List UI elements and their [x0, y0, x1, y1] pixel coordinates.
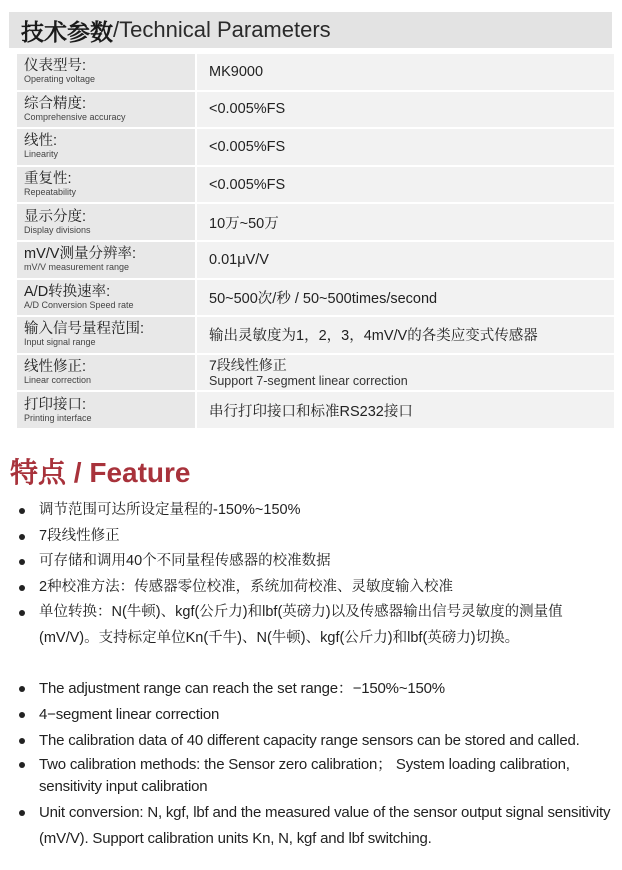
param-row: [17, 92, 614, 130]
bullet-icon: [19, 585, 25, 591]
feature-item-text: The calibration data of 40 different capacity range sensors can be stored and called.: [39, 732, 580, 749]
feature-item: [15, 754, 615, 798]
param-row: [17, 280, 614, 318]
bullet-icon: [19, 712, 25, 718]
param-label-en: Repeatability: [24, 187, 77, 198]
param-label-cell: [17, 92, 197, 130]
param-label-en: Operating voltage: [24, 74, 96, 85]
param-label-zh: mV/V测量分辨率:: [24, 246, 136, 263]
param-label-cell: [17, 392, 197, 430]
param-label-zh: 重复性:: [24, 171, 72, 188]
feature-item: [15, 702, 615, 728]
feature-item-text: 单位转换：N(牛顿)、kgf(公斤力)和lbf(英磅力)以及传感器输出信号灵敏度的测量值(mV/V)。支持标定单位Kn(千牛)、N(牛顿)、kgf(公斤力)和lbf(英磅力)切换。: [39, 604, 563, 646]
feature-item: [15, 549, 615, 575]
param-label-en: Input signal range: [24, 337, 96, 348]
param-value: 50~500次/秒 / 50~500times/second: [209, 290, 438, 307]
param-label-zh: A/D转换速率:: [24, 283, 111, 300]
param-row: [17, 317, 614, 355]
param-label-zh: 线性:: [24, 133, 58, 150]
param-label-cell: [17, 129, 197, 167]
feature-item-text: Unit conversion: N, kgf, lbf and the measured value of the sensor output signal sensitivity (mV/V). Support calibration units Kn, N, kgf and lbf switching.: [39, 804, 611, 847]
param-value-cell: [197, 317, 614, 355]
param-row: [17, 129, 614, 167]
param-label-cell: [17, 242, 197, 280]
bullet-icon: [19, 810, 25, 816]
param-value: <0.005%FS: [209, 101, 286, 118]
feature-item-text: 7段线性修正: [39, 527, 120, 544]
param-value-cell: [197, 280, 614, 318]
param-value: <0.005%FS: [209, 176, 286, 193]
param-value-cell: [197, 92, 614, 130]
param-value-cell: [197, 129, 614, 167]
feature-item-text: 4−segment linear correction: [39, 706, 220, 723]
param-value: 输出灵敏度为1，2，3，4mV/V的各类应变式传感器: [209, 328, 538, 345]
bullet-icon: [19, 610, 25, 616]
param-value-cell: [197, 204, 614, 242]
param-label-zh: 仪表型号:: [24, 58, 87, 75]
bullet-icon: [19, 559, 25, 565]
param-label-en: Linear correction: [24, 375, 92, 386]
feature-list-en: [15, 676, 615, 852]
feature-item: [15, 728, 615, 754]
param-label-zh: 综合精度:: [24, 95, 87, 112]
parameters-table: [17, 54, 614, 430]
param-label-zh: 显示分度:: [24, 208, 87, 225]
feature-item: [15, 524, 615, 550]
param-label-en: A/D Conversion Speed rate: [24, 299, 134, 310]
param-value-cell: [197, 355, 614, 393]
param-label-zh: 打印接口:: [24, 396, 87, 413]
feature-item-text: 调节范围可达所设定量程的-150%~150%: [39, 502, 301, 518]
param-value: 10万~50万: [209, 215, 279, 232]
param-row: [17, 54, 614, 92]
title-zh: 技术参数: [21, 18, 113, 45]
param-value-cell: [197, 242, 614, 280]
feature-item-text: 2种校准方法：传感器零位校准，系统加荷校准、灵敏度输入校准: [39, 578, 454, 595]
param-row: [17, 355, 614, 393]
param-label-cell: [17, 167, 197, 205]
param-value: 7段线性修正: [209, 356, 287, 373]
param-value: 0.01μV/V: [209, 251, 269, 268]
feature-item: [15, 800, 615, 852]
bullet-icon: [19, 762, 25, 768]
param-value-cell: [197, 167, 614, 205]
bullet-icon: [19, 686, 25, 692]
param-label-cell: [17, 280, 197, 318]
param-label-en: Printing interface: [24, 412, 92, 423]
param-label-en: Comprehensive accuracy: [24, 111, 126, 122]
feature-heading: 特点 / Feature: [10, 457, 191, 488]
feature-item-text: Two calibration methods: the Sensor zero calibration； System loading calibration, sensitivity input calibration: [39, 756, 570, 795]
param-label-cell: [17, 204, 197, 242]
param-row: [17, 204, 614, 242]
feature-item: [15, 498, 615, 524]
param-value-secondary: Support 7-segment linear correction: [209, 373, 408, 388]
param-label-cell: [17, 355, 197, 393]
bullet-icon: [19, 738, 25, 744]
feature-item: [15, 676, 615, 702]
feature-item-text: 可存储和调用40个不同量程传感器的校准数据: [39, 553, 331, 569]
bullet-icon: [19, 534, 25, 540]
title-en: Technical Parameters: [119, 17, 331, 42]
param-value: <0.005%FS: [209, 138, 286, 155]
param-label-en: Display divisions: [24, 224, 91, 235]
param-value-cell: [197, 392, 614, 430]
param-label-cell: [17, 317, 197, 355]
param-label-en: Linearity: [24, 149, 59, 160]
feature-item-text: The adjustment range can reach the set range：−150%~150%: [39, 680, 445, 697]
feature-item: [15, 600, 615, 651]
param-row: [17, 242, 614, 280]
param-label-zh: 线性修正:: [24, 359, 87, 376]
param-value-cell: [197, 54, 614, 92]
param-label-cell: [17, 54, 197, 92]
param-row: [17, 167, 614, 205]
technical-parameters-title: [9, 12, 612, 48]
feature-list-zh: [15, 498, 615, 651]
param-row: [17, 392, 614, 430]
feature-item: [15, 575, 615, 601]
param-value: 串行打印接口和标准RS232接口: [209, 403, 413, 420]
param-value: MK9000: [209, 63, 264, 80]
title-separator: /: [113, 17, 120, 42]
bullet-icon: [19, 508, 25, 514]
param-label-zh: 输入信号量程范围:: [24, 321, 145, 338]
param-label-en: mV/V measurement range: [24, 262, 130, 273]
